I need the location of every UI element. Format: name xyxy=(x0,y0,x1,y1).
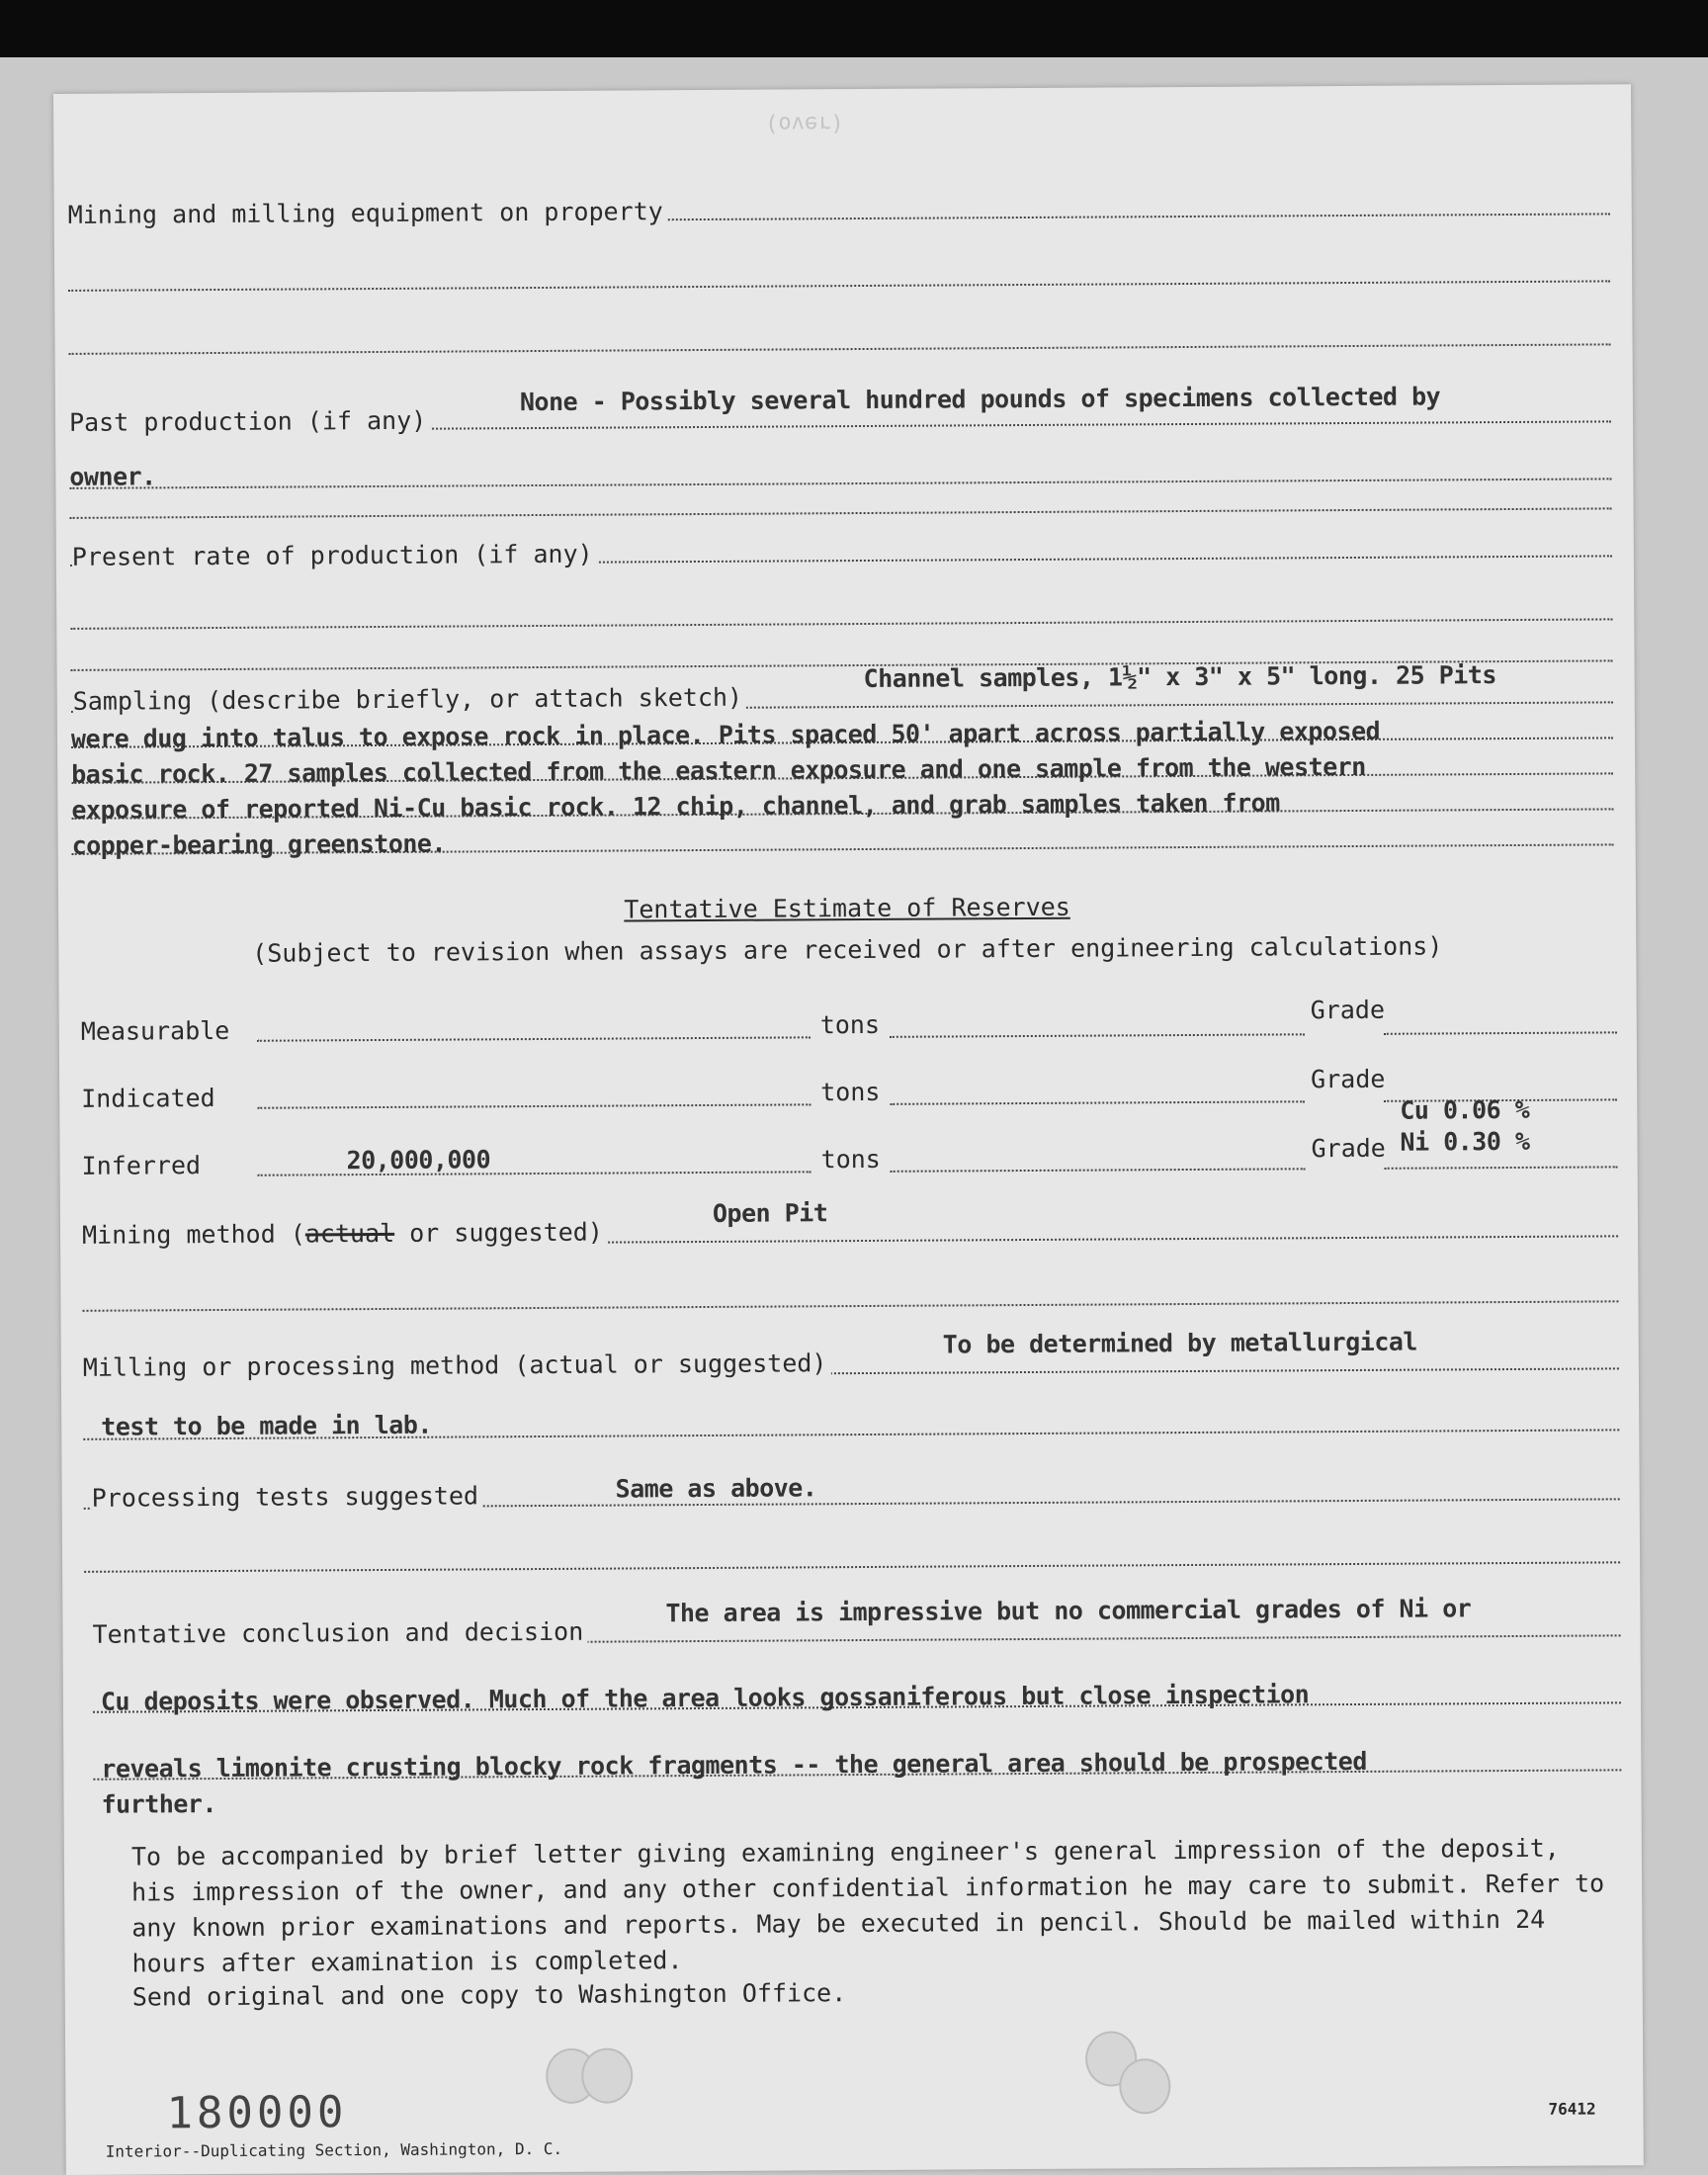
grade-label: Grade xyxy=(1311,1065,1389,1093)
inferred-label: Inferred xyxy=(82,1151,206,1180)
instructions-paragraph: To be accompanied by brief letter giving examining engineer's general impression of the deposit, his impression of the owner, and any other confidential information he may care to submit. Refer to any known prior examinations and reports. May be executed in pencil. Should be mailed within 24 hours after examination is completed. xyxy=(130,1833,1605,1978)
milling-method-value-cont: test to be made in lab. xyxy=(101,1410,433,1441)
mining-method-label-post: or suggested) xyxy=(394,1217,603,1248)
rule xyxy=(69,343,1611,355)
rule xyxy=(890,1033,1305,1038)
rule xyxy=(258,1171,811,1175)
conclusion-value-line-3: reveals limonite crusting blocky rock fragments -- the general area should be prospected xyxy=(101,1746,1367,1784)
mining-method-struck-word: actual xyxy=(304,1218,395,1249)
bleed-through-mark: (over) xyxy=(765,111,844,136)
rule xyxy=(890,1100,1305,1105)
grade-label: Grade xyxy=(1311,996,1389,1024)
rule xyxy=(84,1561,1620,1572)
sampling-value-line-3: basic rock. 27 samples collected from the eastern exposure and one sample from the western xyxy=(71,751,1366,789)
sampling-value-line-1: Channel samples, 1½" x 3" x 5" long. 25 Pits xyxy=(863,660,1496,694)
mining-method-label-pre: Mining method ( xyxy=(81,1219,305,1250)
mining-equipment-label: Mining and milling equipment on property xyxy=(68,197,667,229)
grade-cu-value: Cu 0.06 % xyxy=(1400,1094,1530,1125)
rule xyxy=(70,618,1612,630)
sampling-value-line-2: were dug into talus to expose rock in place. Pits spaced 50' apart across partially exposed xyxy=(70,716,1381,753)
punch-hole xyxy=(581,2047,633,2103)
present-rate-label: Present rate of production (if any) xyxy=(72,540,597,571)
tons-label: tons xyxy=(820,1078,884,1106)
past-production-label: Past production (if any) xyxy=(69,406,430,437)
rule xyxy=(257,1036,811,1041)
grade-label: Grade xyxy=(1311,1134,1389,1163)
punch-hole xyxy=(1119,2058,1170,2114)
tons-label: tons xyxy=(820,1010,884,1039)
conclusion-value-line-4: further. xyxy=(101,1789,217,1819)
reserves-subtitle: (Subject to revision when assays are received or after engineering calculations) xyxy=(252,931,1443,968)
rule xyxy=(257,1103,811,1108)
tons-label: tons xyxy=(821,1145,885,1174)
inferred-tons-value: 20,000,000 xyxy=(346,1145,491,1175)
conclusion-value-line-1: The area is impressive but no commercial grades of Ni or xyxy=(665,1594,1472,1628)
processing-tests-value: Same as above. xyxy=(615,1473,817,1504)
processing-tests-label: Processing tests suggested xyxy=(92,1481,483,1512)
conclusion-value-line-2: Cu deposits were observed. Much of the area looks gossaniferous but close inspection xyxy=(100,1680,1310,1716)
form-page xyxy=(53,84,1644,2175)
mining-method-value: Open Pit xyxy=(712,1198,828,1228)
milling-method-label: Milling or processing method (actual or suggested) xyxy=(83,1348,831,1382)
rule xyxy=(83,1300,1619,1311)
send-note: Send original and one copy to Washington Office. xyxy=(131,1978,847,2012)
scan-top-border xyxy=(0,0,1708,57)
form-number: 76412 xyxy=(1548,2099,1596,2119)
serial-number: 180000 xyxy=(166,2087,348,2139)
rule xyxy=(68,280,1610,292)
rule xyxy=(1385,1166,1618,1169)
indicated-label: Indicated xyxy=(81,1084,219,1113)
past-production-value: None - Possibly several hundred pounds of specimens collected by xyxy=(519,382,1441,417)
mining-method-label xyxy=(82,1218,607,1250)
reserves-title: Tentative Estimate of Reserves xyxy=(624,892,1070,924)
rule xyxy=(1384,1031,1617,1034)
rule xyxy=(891,1168,1306,1173)
conclusion-label: Tentative conclusion and decision xyxy=(92,1617,587,1649)
sampling-value-line-4: exposure of reported Ni-Cu basic rock. 12 chip, channel, and grab samples taken from xyxy=(71,788,1280,825)
printer-credit: Interior--Duplicating Section, Washington, D. C. xyxy=(105,2138,563,2161)
sampling-value-line-5: copper-bearing greenstone. xyxy=(71,828,447,860)
sampling-label: Sampling (describe briefly, or attach sketch) xyxy=(73,683,746,716)
milling-method-value: To be determined by metallurgical xyxy=(942,1327,1418,1359)
measurable-label: Measurable xyxy=(81,1016,234,1046)
grade-ni-value: Ni 0.30 % xyxy=(1400,1126,1530,1157)
rule xyxy=(70,507,1612,519)
past-production-value-cont: owner. xyxy=(69,462,156,491)
rule xyxy=(69,478,1611,489)
